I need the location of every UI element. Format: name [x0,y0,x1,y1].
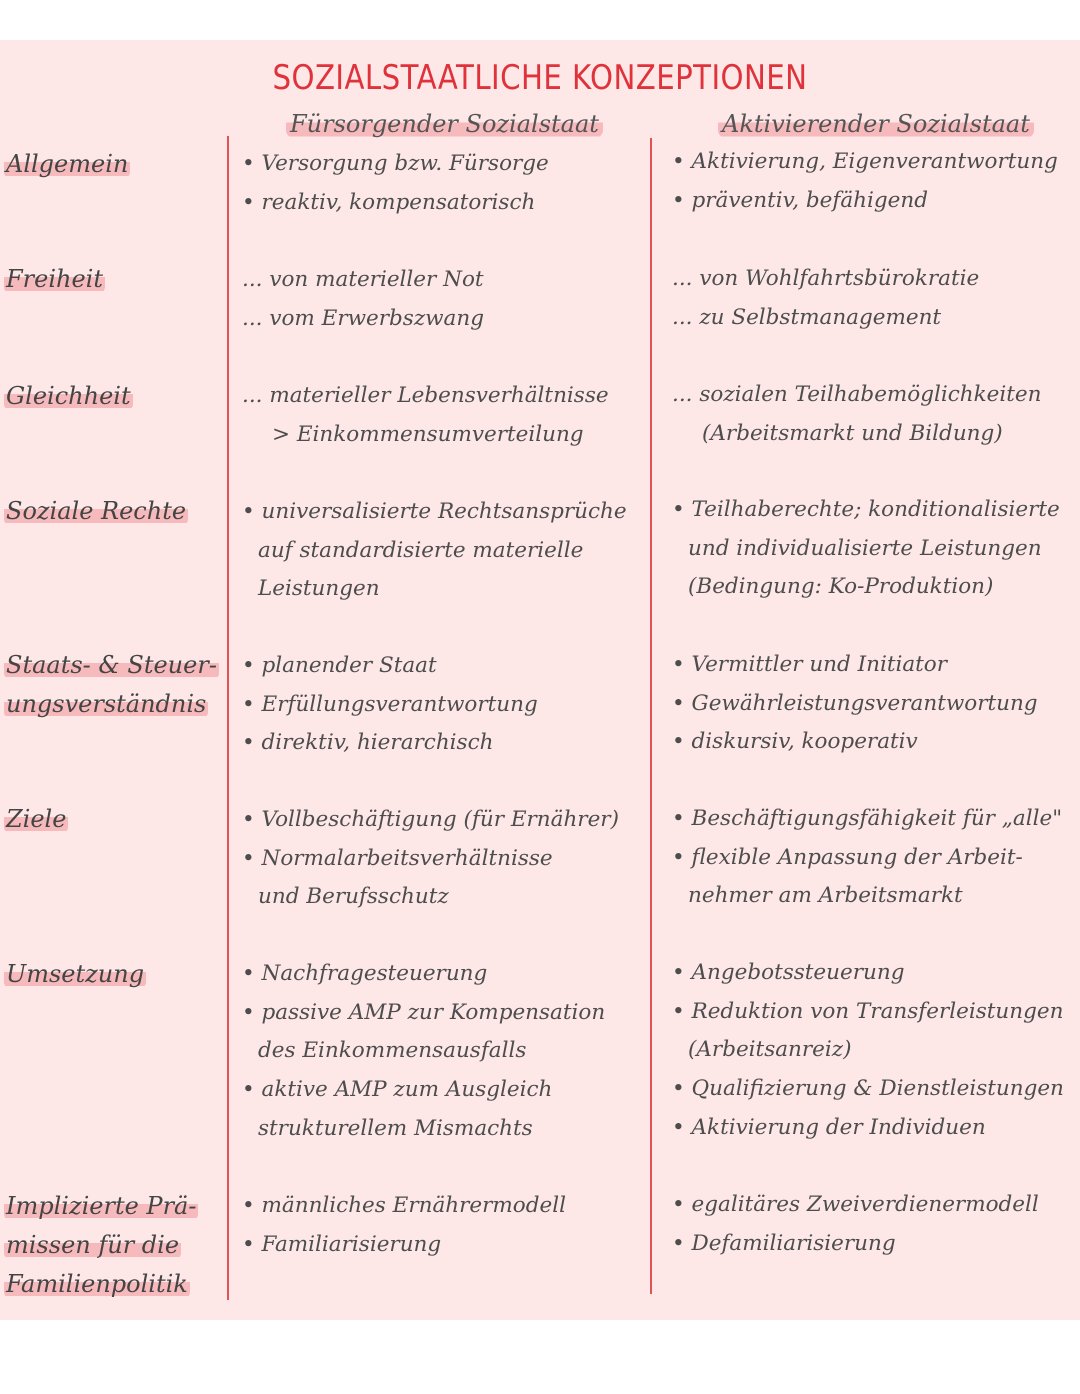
cell-umsetzung-aktivierend: • Angebotssteuerung • Reduktion von Transferleistungen (Arbeitsanreiz) • Qualifizierung & Dienstleistungen • Aktivierung der Individuen [672,960,1064,1140]
cell-ziele-aktivierend: • Beschäftigungsfähigkeit für „alle" • flexible Anpassung der Arbeit- nehmer am Arbeitsmarkt [672,806,1063,909]
row-label-allgemein: Allgemein [6,150,129,178]
cell-freiheit-fuersorgend: ... von materieller Not ... vom Erwerbszwang [242,267,484,331]
column-header-fuersorgender-sozialstaat: Fürsorgender Sozialstaat [286,110,603,138]
cell-allgemein-aktivierend: • Aktivierung, Eigenverantwortung • präventiv, befähigend [672,149,1058,213]
page-title: SOZIALSTAATLICHE KONZEPTIONEN [272,58,808,98]
cell-staatsverstaendnis-fuersorgend: • planender Staat • Erfüllungsverantwortung • direktiv, hierarchisch [242,653,538,756]
row-label-staats-steuerungsverstaendnis: Staats- & Steuer- ungsverständnis [6,651,217,718]
cell-umsetzung-fuersorgend: • Nachfragesteuerung • passive AMP zur Kompensation des Einkommensausfalls • aktive AMP zum Ausgleich strukturellem Mismachts [242,961,606,1141]
cell-familienpolitik-fuersorgend: • männliches Ernährermodell • Familiarisierung [242,1193,566,1257]
cell-soziale-rechte-fuersorgend: • universalisierte Rechtsansprüche auf standardisierte materielle Leistungen [242,499,627,602]
column-divider-right [650,138,652,1294]
row-label-umsetzung: Umsetzung [6,960,145,988]
cell-allgemein-fuersorgend: • Versorgung bzw. Fürsorge • reaktiv, kompensatorisch [242,151,549,215]
cell-soziale-rechte-aktivierend: • Teilhaberechte; konditionalisierte und individualisierte Leistungen (Bedingung: Ko-Produktion) [672,497,1060,600]
cell-ziele-fuersorgend: • Vollbeschäftigung (für Ernährer) • Normalarbeitsverhältnisse und Berufsschutz [242,807,619,910]
worksheet [0,40,1080,1320]
column-header-aktivierender-sozialstaat: Aktivierender Sozialstaat [718,110,1034,138]
cell-freiheit-aktivierend: ... von Wohlfahrtsbürokratie ... zu Selbstmanagement [672,266,980,330]
row-label-gleichheit: Gleichheit [6,382,131,410]
column-divider-left [227,136,229,1300]
row-label-familienpolitik: Implizierte Prä- missen für die Familienpolitik [6,1192,197,1298]
cell-staatsverstaendnis-aktivierend: • Vermittler und Initiator • Gewährleistungsverantwortung • diskursiv, kooperativ [672,652,1038,755]
row-label-freiheit: Freiheit [6,265,103,293]
cell-gleichheit-fuersorgend: ... materieller Lebensverhältnisse > Einkommensumverteilung [242,383,609,447]
cell-gleichheit-aktivierend: ... sozialen Teilhabemöglichkeiten (Arbeitsmarkt und Bildung) [672,382,1042,446]
row-label-ziele: Ziele [6,805,67,833]
row-label-soziale-rechte: Soziale Rechte [6,497,187,525]
cell-familienpolitik-aktivierend: • egalitäres Zweiverdienermodell • Defamiliarisierung [672,1192,1039,1256]
